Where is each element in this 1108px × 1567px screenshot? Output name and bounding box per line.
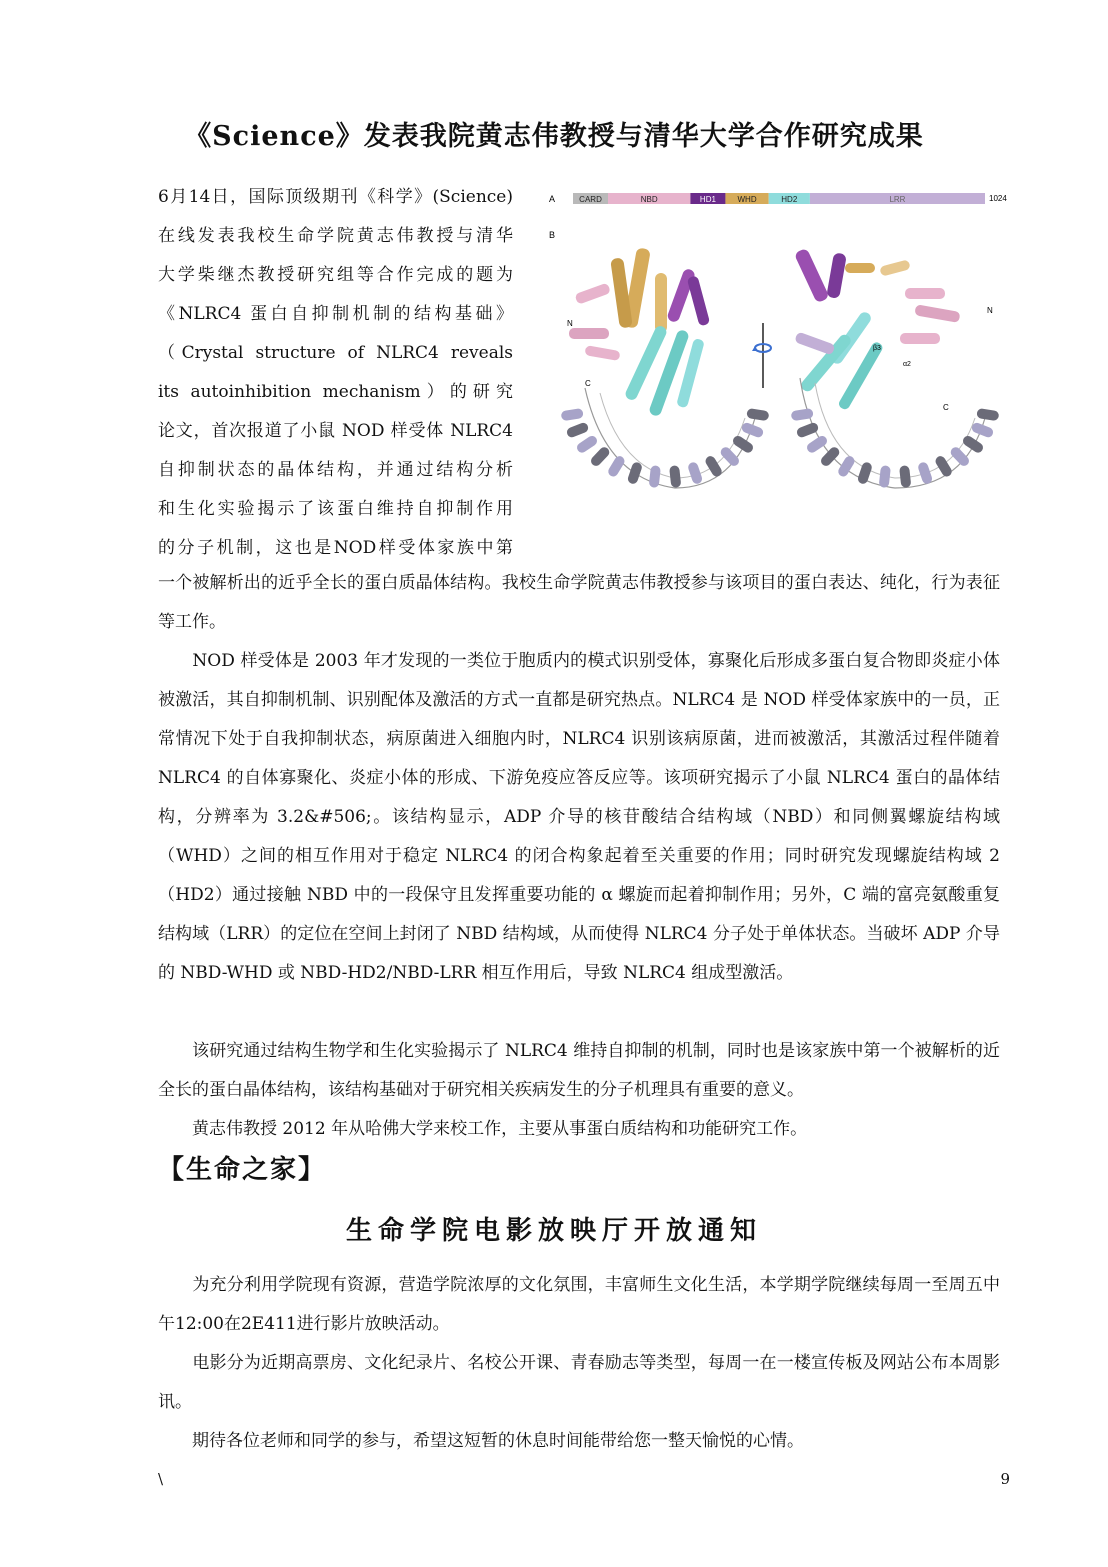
lrr-coil [606, 454, 626, 478]
intro-line: 和生化实验揭示了该蛋白维持自抑制作用 [158, 499, 513, 519]
intro-line: 的分子机制，这也是NOD样受体家族中第 [158, 538, 513, 558]
n-terminus-label-right: N [987, 306, 993, 315]
notice-paragraph: 电影分为近期高票房、文化纪录片、名校公开课、青春励志等类型，每周一在一楼宣传板及网站公布本周影讯。 [158, 1353, 1000, 1412]
intro-line: 6月14日，国际顶级期刊《科学》(Science) [158, 187, 513, 207]
intro-line: 在线发表我校生命学院黄志伟教授与清华 [158, 226, 513, 246]
structure-illustration [545, 188, 1010, 510]
section-heading: 【生命之家】 [158, 1155, 327, 1185]
lrr-coil [627, 461, 644, 485]
intro-line: 大学柴继杰教授研究组等合作完成的题为 [158, 265, 513, 285]
n-terminus-label-left: N [567, 319, 573, 328]
beta3-label: β3 [873, 345, 881, 352]
domain-label: NBD [640, 195, 658, 204]
lrr-coil [961, 434, 985, 455]
intro-paragraph [158, 178, 513, 568]
lrr-coil [561, 408, 584, 421]
lrr-coil [879, 465, 891, 488]
lrr-coil [746, 408, 769, 421]
lrr-coil [740, 421, 764, 438]
domain-label: HD2 [781, 195, 798, 204]
intro-line: 《NLRC4 蛋白自抑制机制的结构基础》 [158, 304, 513, 324]
c-terminus-label-left: C [585, 379, 591, 388]
lrr-coil [575, 434, 599, 455]
lrr-coils-right [791, 408, 1000, 488]
length-label: 1024 [989, 194, 1007, 203]
lrr-coil [819, 445, 841, 468]
intro-line: （Crystal structure of NLRC4 reveals [158, 343, 513, 363]
notice-paragraph: 期待各位老师和同学的参与，希望这短暂的休息时间能带给您一整天愉悦的心情。 [158, 1431, 804, 1451]
lrr-coil [795, 421, 819, 438]
rotation-arrow-icon [752, 323, 771, 388]
domain-bar [573, 193, 985, 204]
domain-label: HD1 [699, 195, 716, 204]
lrr-coil [589, 445, 611, 468]
intro-line: 论文，首次报道了小鼠 NOD 样受体 NLRC4 [158, 421, 513, 441]
article-title: 《Science》发表我院黄志伟教授与清华大学合作研究成果 [184, 121, 924, 152]
c-terminus-label-right: C [943, 403, 949, 412]
notice-title: 生命学院电影放映厅开放通知 [345, 1216, 762, 1246]
conclusion-paragraph: 该研究通过结构生物学和生化实验揭示了 NLRC4 维持自抑制的机制，同时也是该家族中第一个被解析的近全长的蛋白晶体结构，该结构基础对于研究相关疾病发生的分子机理具有重要的意义。 [158, 1041, 1000, 1100]
page-number: 9 [1000, 1470, 1010, 1488]
alpha-label: α2 [903, 361, 911, 368]
bio-paragraph: 黄志伟教授 2012 年从哈佛大学来校工作，主要从事蛋白质结构和功能研究工作。 [158, 1119, 808, 1139]
lrr-coil [976, 408, 999, 421]
intro-line: 自抑制状态的晶体结构，并通过结构分析 [158, 460, 513, 480]
lrr-coil [899, 465, 911, 488]
panel-a-label: A [549, 194, 556, 204]
panel-b-label: B [549, 230, 556, 240]
notice-paragraph: 为充分利用学院现有资源，营造学院浓厚的文化氛围，丰富师生文化生活，本学期学院继续每周一至周五中午12:00在2E411进行影片放映活动。 [158, 1275, 1000, 1334]
domain-label: WHD [737, 195, 757, 204]
lrr-coil [565, 421, 589, 438]
intro-continued: 一个被解析出的近乎全长的蛋白质晶体结构。我校生命学院黄志伟教授参与该项目的蛋白表达、纯化，行为表征等工作。 [158, 573, 1000, 632]
lrr-coil [669, 465, 681, 488]
domain-label: LRR [889, 195, 906, 204]
lrr-coil [917, 461, 934, 485]
lrr-coil [731, 434, 755, 455]
lrr-coil [805, 434, 829, 455]
footer-mark: \ [158, 1470, 164, 1488]
lrr-coil [970, 421, 994, 438]
research-paragraph: NOD 样受体是 2003 年才发现的一类位于胞质内的模式识别受体，寡聚化后形成多蛋白复合物即炎症小体被激活，其自抑制机制、识别配体及激活的方式一直都是研究热点。NLRC4 是 NOD 样受体家族中的一员，正常情况下处于自我抑制状态，病原菌进入细胞内时，NLRC4 识别该病原菌，进而被激活，其激活过程伴随着 NLRC4 的自体寡聚化、炎症小体的形成、下游免疫应答反应等。该项研究揭示了小鼠 NLRC4 蛋白的晶体结构，分辨率为 3.2&#506;。该结构显示，ADP 介导的核苷酸结合结构域（NBD）和同侧翼螺旋结构域（WHD）之间的相互作用对于稳定 NLRC4 的闭合构象起着至关重要的作用；同时研究发现螺旋结构域 2（HD2）通过接触 NBD 中的一段保守且发挥重要功能的 α 螺旋而起着抑制作用；另外，C 端的富亮氨酸重复结构域（LRR）的定位在空间上封闭了 NBD 结构域，从而使得 NLRC4 分子处于单体状态。当破坏 ADP 介导的 NBD-WHD 或 NBD-HD2/NBD-LRR 相互作用后，导致 NLRC4 组成型激活。 [158, 651, 1000, 983]
protein-structure-figure [545, 188, 1010, 510]
intro-line: its autoinhibition mechanism）的研究 [158, 382, 513, 402]
domain-label: CARD [579, 195, 602, 204]
